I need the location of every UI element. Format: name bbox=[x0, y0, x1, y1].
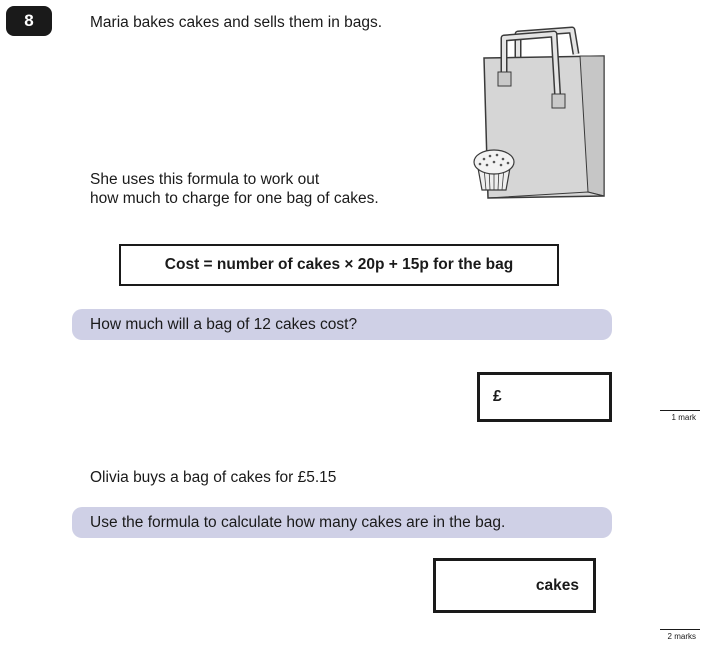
part-b-marks: 2 marks bbox=[667, 632, 696, 641]
part-b-prompt: Use the formula to calculate how many cakes are in the bag. bbox=[90, 513, 506, 531]
part-a-answer-input[interactable] bbox=[508, 374, 609, 420]
part-b-prompt-bar bbox=[72, 507, 612, 538]
pound-sign: £ bbox=[493, 388, 502, 405]
part-b-answer-input[interactable] bbox=[446, 560, 536, 611]
part-b-mark-line bbox=[660, 629, 700, 630]
question-number: 8 bbox=[24, 11, 34, 30]
bag-illustration bbox=[468, 20, 610, 202]
part-b-statement: Olivia buys a bag of cakes for £5.15 bbox=[90, 469, 337, 486]
formula-intro-line2: how much to charge for one bag of cakes. bbox=[90, 190, 379, 207]
formula-text: Cost = number of cakes × 20p + 15p for the bag bbox=[164, 256, 514, 273]
part-a-marks: 1 mark bbox=[671, 413, 696, 422]
formula-box bbox=[119, 244, 559, 286]
part-a-prompt: How much will a bag of 12 cakes cost? bbox=[90, 315, 358, 333]
formula-intro-line1: She uses this formula to work out bbox=[90, 171, 320, 188]
part-b-answer-box[interactable] bbox=[433, 558, 596, 613]
part-a-prompt-bar bbox=[72, 309, 612, 340]
part-a-answer-box[interactable] bbox=[477, 372, 612, 422]
cakes-unit-label: cakes bbox=[535, 576, 579, 594]
question-number-badge bbox=[6, 6, 52, 36]
part-a-mark-line bbox=[660, 410, 700, 411]
question-intro: Maria bakes cakes and sells them in bags. bbox=[90, 14, 383, 31]
